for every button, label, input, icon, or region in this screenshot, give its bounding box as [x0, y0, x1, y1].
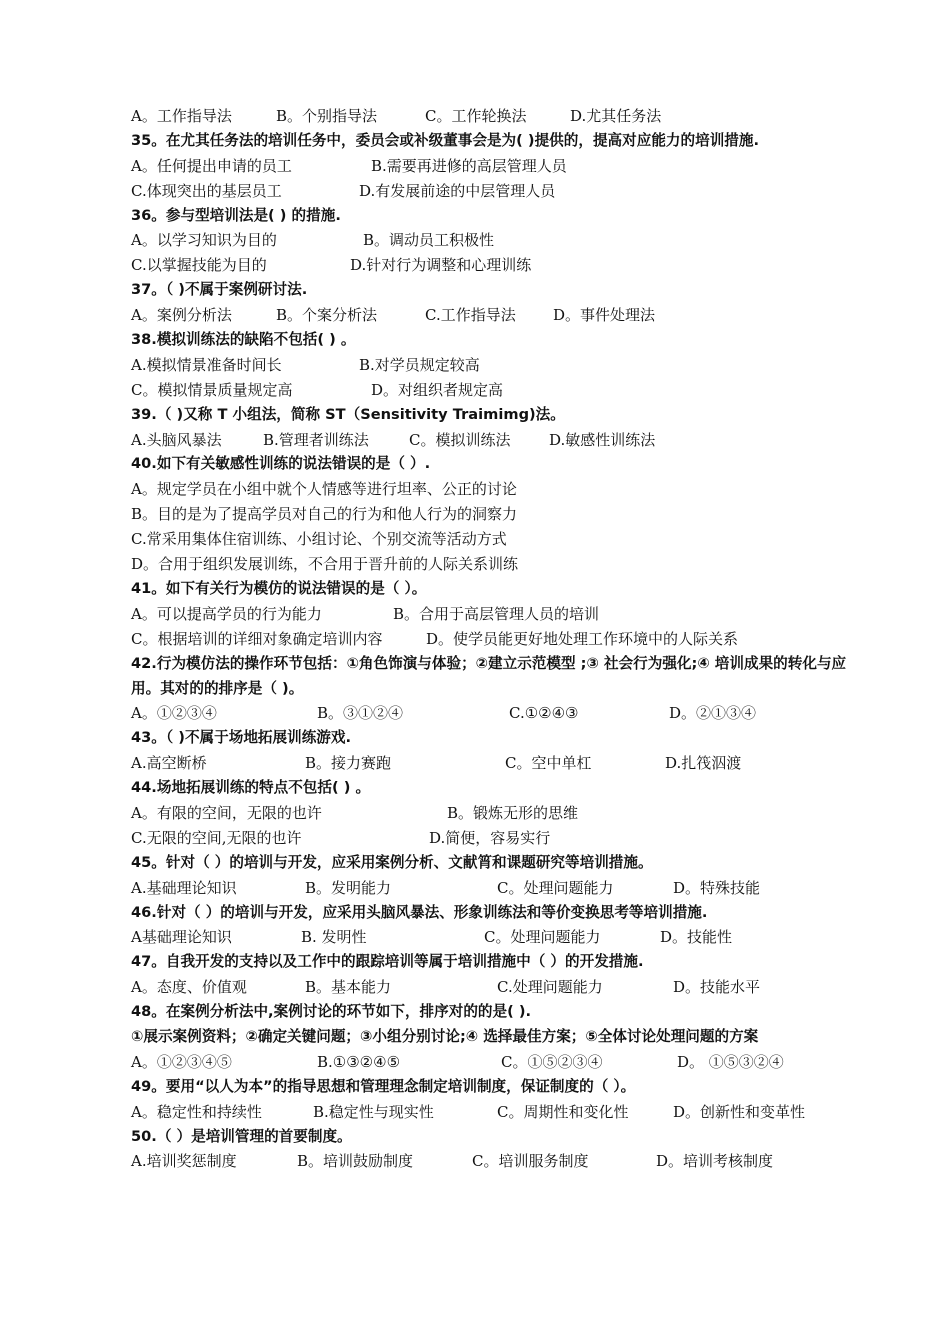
- question-37: 37。（ )不属于案例研讨法.: [131, 281, 308, 299]
- question-36: 36。参与型培训法是( ) 的措施.: [131, 206, 341, 224]
- option-c: C.工作指导法: [425, 306, 516, 325]
- question-50: 50.（ ）是培训管理的首要制度。: [131, 1127, 352, 1145]
- option-c: C。周期性和变化性: [497, 1102, 629, 1121]
- option-d: D.简便，容易实行: [429, 828, 551, 847]
- option-a: A.高空断桥: [131, 754, 207, 773]
- options-row: [131, 104, 861, 129]
- option-b: B。基本能力: [305, 978, 392, 997]
- option-c: C。根据培训的详细对象确定培训内容: [131, 629, 383, 648]
- option-d: D。对组织者规定高: [371, 380, 504, 399]
- option-a: A.头脑风暴法: [131, 430, 222, 449]
- option-d: D。②①③④: [669, 704, 757, 723]
- options-row: [131, 975, 861, 1000]
- options-row: [131, 179, 861, 204]
- options-row: [131, 801, 861, 826]
- option-b: B。③①②④: [317, 704, 404, 723]
- option-c: C.处理问题能力: [497, 978, 603, 997]
- statement-d: D。合用于组织发展训练，不合用于晋升前的人际关系训练: [131, 555, 519, 574]
- question-41: 41。如下有关行为模仿的说法错误的是（ ）。: [131, 579, 427, 597]
- option-b: B。发明能力: [305, 878, 392, 897]
- question-38: 38.模拟训练法的缺陷不包括( ) 。: [131, 331, 356, 349]
- option-a: A。有限的空间，无限的也许: [131, 803, 322, 822]
- question-40: 40.如下有关敏感性训练的说法错误的是（ ）.: [131, 455, 431, 473]
- options-row: [131, 154, 861, 179]
- option-a: A。任何提出申请的员工: [131, 156, 292, 175]
- option-d: D。技能水平: [673, 978, 761, 997]
- option-d: D。特殊技能: [673, 878, 761, 897]
- option-d: D。创新性和变革性: [673, 1102, 806, 1121]
- question-44: 44.场地拓展训练的特点不包括( ) 。: [131, 779, 371, 797]
- option-c: C。处理问题能力: [484, 928, 601, 947]
- option-b: B. 发明性: [301, 928, 367, 947]
- option-d: D.有发展前途的中层管理人员: [359, 181, 556, 200]
- option-c: C.以掌握技能为目的: [131, 256, 267, 275]
- options-row: [131, 602, 861, 627]
- option-c: C。处理问题能力: [497, 878, 614, 897]
- option-a: A.模拟情景准备时间长: [131, 355, 282, 374]
- options-row: [131, 253, 861, 278]
- option-c: C。空中单杠: [505, 754, 592, 773]
- question-42: 42.行为模仿法的操作环节包括：①角色饰演与体验；②建立示范模型 ;③ 社会行为强化;④ 培训成果的转化与应用。其对的的排序是（ )。: [131, 654, 847, 697]
- question-48-steps: ①展示案例资料；②确定关键问题；③小组分别讨论;④ 选择最佳方案；⑤全体讨论处理问题的方案: [131, 1027, 759, 1045]
- option-b: B。培训鼓励制度: [297, 1152, 414, 1171]
- question-39: 39.（ )又称 T 小组法，简称 ST（Sensitivity Traimimg)法。: [131, 405, 565, 423]
- option-a: A。稳定性和持续性: [131, 1102, 262, 1121]
- option-a: A.基础理论知识: [131, 878, 237, 897]
- option-a: A。以学习知识为目的: [131, 231, 277, 250]
- options-row: [131, 751, 861, 776]
- option-a: A。工作指导法: [131, 107, 232, 125]
- option-a: A。①②③④⑤: [131, 1052, 232, 1071]
- statement-c: C.常采用集体住宿训练、小组讨论、个别交流等活动方式: [131, 530, 507, 549]
- option-a: A。可以提高学员的行为能力: [131, 604, 322, 623]
- question-43: 43。（ )不属于场地拓展训练游戏.: [131, 729, 352, 747]
- options-row: [131, 303, 861, 328]
- option-a: A基础理论知识: [131, 928, 232, 947]
- option-b: B。个案分析法: [276, 306, 378, 325]
- option-d: D.敏感性训练法: [549, 430, 656, 449]
- option-d: D。事件处理法: [553, 306, 656, 325]
- options-row: [131, 1050, 861, 1075]
- option-b: B。锻炼无形的思维: [447, 803, 579, 822]
- options-row: [131, 701, 861, 726]
- option-b: B。合用于高层管理人员的培训: [393, 604, 600, 623]
- options-row: [131, 826, 861, 851]
- option-c: C。模拟训练法: [409, 430, 511, 449]
- option-c: C.体现突出的基层员工: [131, 181, 282, 200]
- options-row: [131, 353, 861, 378]
- options-row: [131, 925, 861, 950]
- document-page: [131, 104, 861, 1174]
- option-b: B。调动员工积极性: [363, 231, 495, 250]
- options-row: [131, 428, 861, 453]
- option-b: B.对学员规定较高: [359, 355, 480, 374]
- question-49: 49。要用“以人为本”的指导思想和管理理念制定培训制度，保证制度的（ ）。: [131, 1077, 636, 1095]
- option-a: A.培训奖惩制度: [131, 1152, 237, 1171]
- option-b: B。接力赛跑: [305, 754, 392, 773]
- question-45: 45。针对（ ）的培训与开发，应采用案例分析、文献筲和课题研究等培训措施。: [131, 853, 653, 871]
- option-a: A。①②③④: [131, 704, 217, 723]
- option-d: D。 ①⑤③②④: [677, 1052, 784, 1071]
- option-a: A。态度、价值观: [131, 978, 247, 997]
- statement-b: B。目的是为了提高学员对自己的行为和他人行为的洞察力: [131, 505, 518, 524]
- options-row: [131, 876, 861, 901]
- options-row: [131, 378, 861, 403]
- option-b: B。个别指导法: [276, 107, 378, 125]
- option-c: C。①⑤②③④: [501, 1052, 603, 1071]
- option-c: C.①②④③: [509, 704, 579, 723]
- options-row: [131, 228, 861, 253]
- option-d: D.针对行为调整和心理训练: [350, 256, 532, 275]
- option-c: C.无限的空间,无限的也许: [131, 828, 302, 847]
- options-row: [131, 1149, 861, 1174]
- option-c: C。培训服务制度: [472, 1152, 589, 1171]
- option-b: B.管理者训练法: [263, 430, 369, 449]
- options-row: [131, 627, 861, 652]
- option-d: D。培训考核制度: [656, 1152, 774, 1171]
- option-a: A。案例分析法: [131, 306, 232, 325]
- statement-a: A。规定学员在小组中就个人情感等进行坦率、公正的讨论: [131, 480, 517, 499]
- option-d: D.尤其任务法: [570, 107, 662, 125]
- question-48: 48。在案例分析法中,案例讨论的环节如下，排序对的的是( ).: [131, 1003, 532, 1021]
- question-47: 47。自我开发的支持以及工作中的跟踪培训等属于培训措施中（ ）的开发措施.: [131, 953, 644, 971]
- option-b: B.①③②④⑤: [317, 1052, 401, 1071]
- question-46: 46.针对（ ）的培训与开发，应采用头脑风暴法、形象训练法和等价变换思考等培训措施.: [131, 903, 708, 921]
- option-d: D。技能性: [660, 928, 733, 947]
- options-row: [131, 1100, 861, 1125]
- option-c: C。模拟情景质量规定高: [131, 380, 293, 399]
- option-c: C。工作轮换法: [425, 107, 527, 125]
- option-d: D。使学员能更好地处理工作环境中的人际关系: [426, 629, 739, 648]
- option-d: D.扎筏泅渡: [665, 754, 742, 773]
- option-b: B.需要再进修的高层管理人员: [371, 156, 567, 175]
- option-b: B.稳定性与现实性: [313, 1102, 434, 1121]
- question-35: 35。在尤其任务法的培训任务中，委员会或补级董事会是为( )提供的，提高对应能力的培训措施.: [131, 131, 760, 149]
